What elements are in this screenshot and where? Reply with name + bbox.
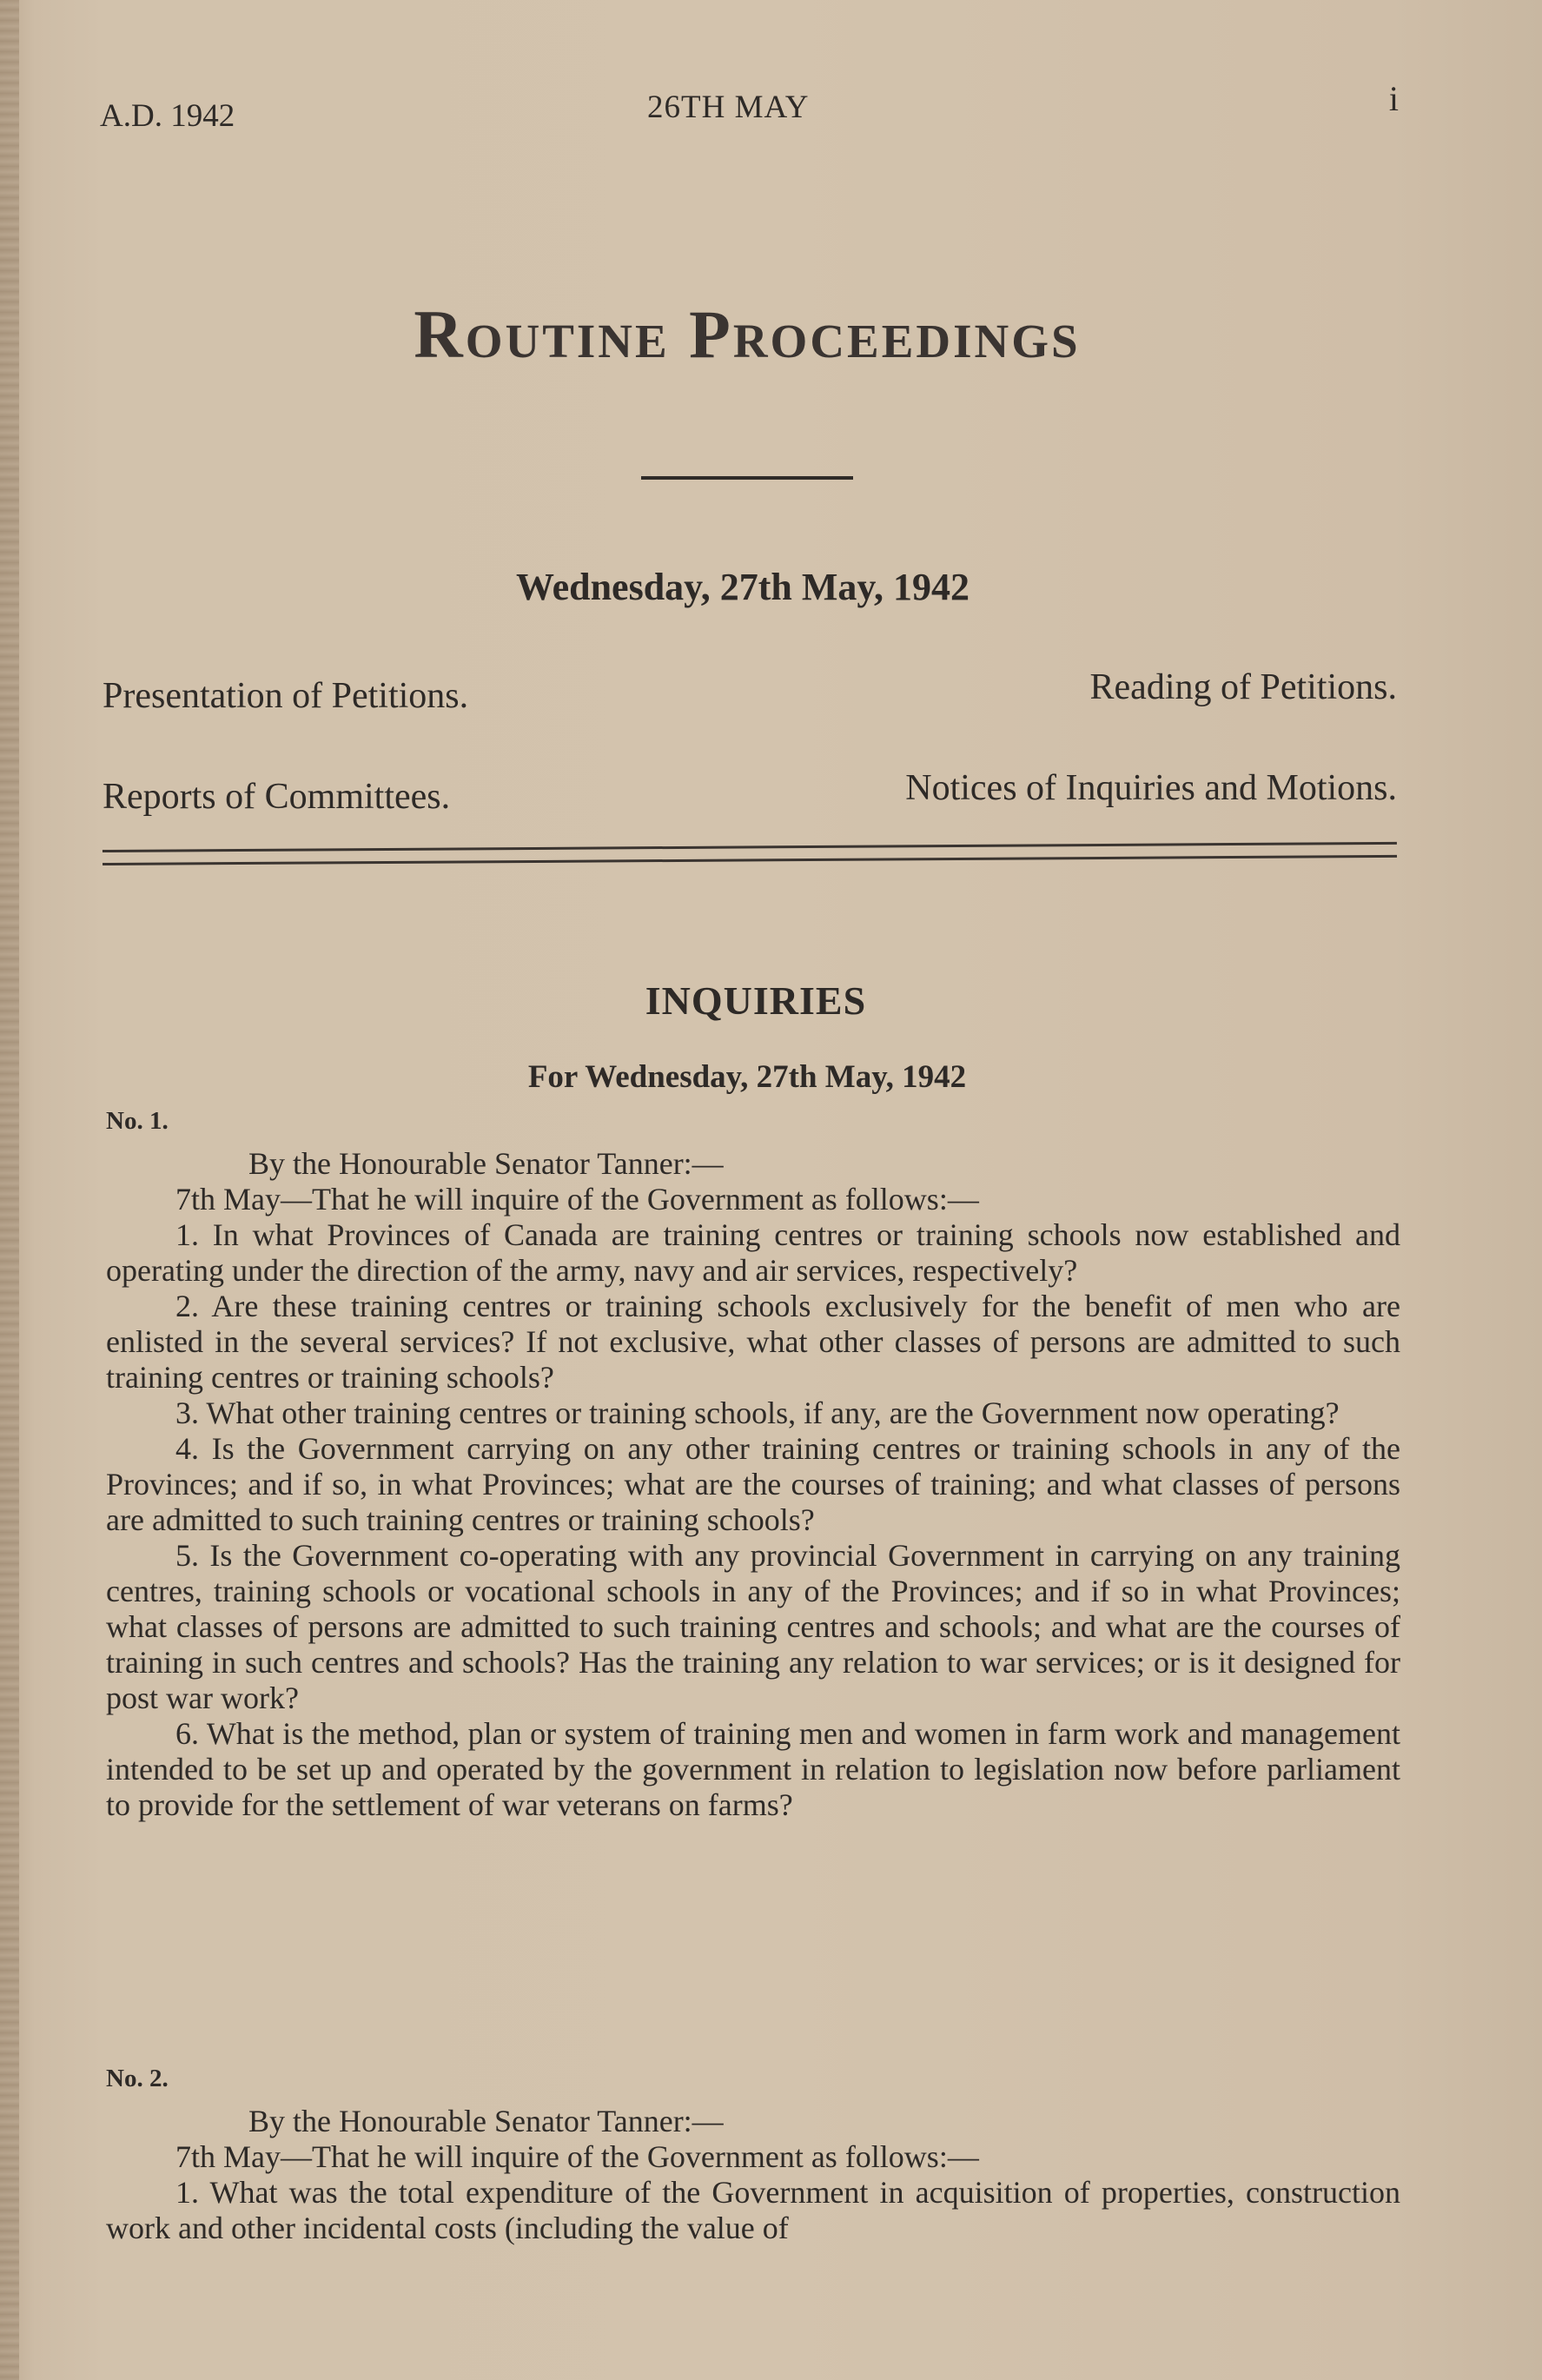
sitting-date: Wednesday, 27th May, 1942 [516, 566, 970, 608]
inquiries-heading: INQUIRIES [645, 978, 867, 1023]
title-rule [641, 476, 853, 480]
inquiry-by: By the Honourable Senator Tanner:— [248, 2104, 724, 2138]
inquiry-intro: 7th May—That he will inquire of the Government as follows:— [175, 1182, 979, 1217]
order-notices-of-inquiries: Notices of Inquiries and Motions. [905, 768, 1397, 808]
section-divider [103, 842, 1397, 865]
inquiry-question: 1. What was the total expenditure of the Government in acquisition of properties, construction work and other incidental costs (including the value of [106, 2175, 1400, 2245]
inquiry-by: By the Honourable Senator Tanner:— [248, 1146, 724, 1181]
header-date: 26TH MAY [647, 89, 810, 125]
inquiry-intro: 7th May—That he will inquire of the Government as follows:— [175, 2139, 979, 2174]
running-header [100, 79, 1399, 141]
order-reports-of-committees: Reports of Committees. [103, 777, 451, 817]
inquiry-question: 4. Is the Government carrying on any other training centres or training schools in any of the Provinces; and if so, in what Provinces; what are the courses of training; and what classes of persons are admitted to such training centres or training schools? [106, 1431, 1400, 1537]
inquiry-question: 6. What is the method, plan or system of training men and women in farm work and management intended to be set up and operated by the government in relation to legislation now before parliament to provide for the settlement of war veterans on farms? [106, 1716, 1400, 1822]
inquiry-question: 1. In what Provinces of Canada are training centres or training schools now established and operating under the direction of the army, navy and air services, respectively? [106, 1217, 1400, 1288]
order-reading-of-petitions: Reading of Petitions. [1089, 667, 1397, 707]
inquiries-subheading: For Wednesday, 27th May, 1942 [527, 1059, 967, 1095]
inquiry-item-1 [106, 1104, 1400, 1823]
inquiry-number: No. 2. [106, 2065, 169, 2092]
inquiry-question: 3. What other training centres or training schools, if any, are the Government now operating? [175, 1396, 1340, 1430]
page-number: i [1388, 79, 1399, 118]
page-title: Routine Proceedings [414, 296, 1081, 372]
order-presentation-of-petitions: Presentation of Petitions. [103, 676, 469, 716]
inquiry-item-2 [106, 2061, 1400, 2246]
inquiry-question: 2. Are these training centres or training schools exclusively for the benefit of men who are enlisted in the several services? If not exclusive, what other classes of persons are admitted to such training centres or training schools? [106, 1289, 1400, 1395]
inquiry-question: 5. Is the Government co-operating with any provincial Government in carrying on any training centres, training schools or vocational schools in any of the Provinces; and if so in what Provinces; what classes of persons are admitted to such training centres and schools; and what are the courses of training in such centres and schools? Has the training any relation to war services; or is it designed for post war work? [106, 1538, 1400, 1715]
header-year: A.D. 1942 [100, 98, 235, 134]
inquiry-number: No. 1. [106, 1107, 169, 1135]
